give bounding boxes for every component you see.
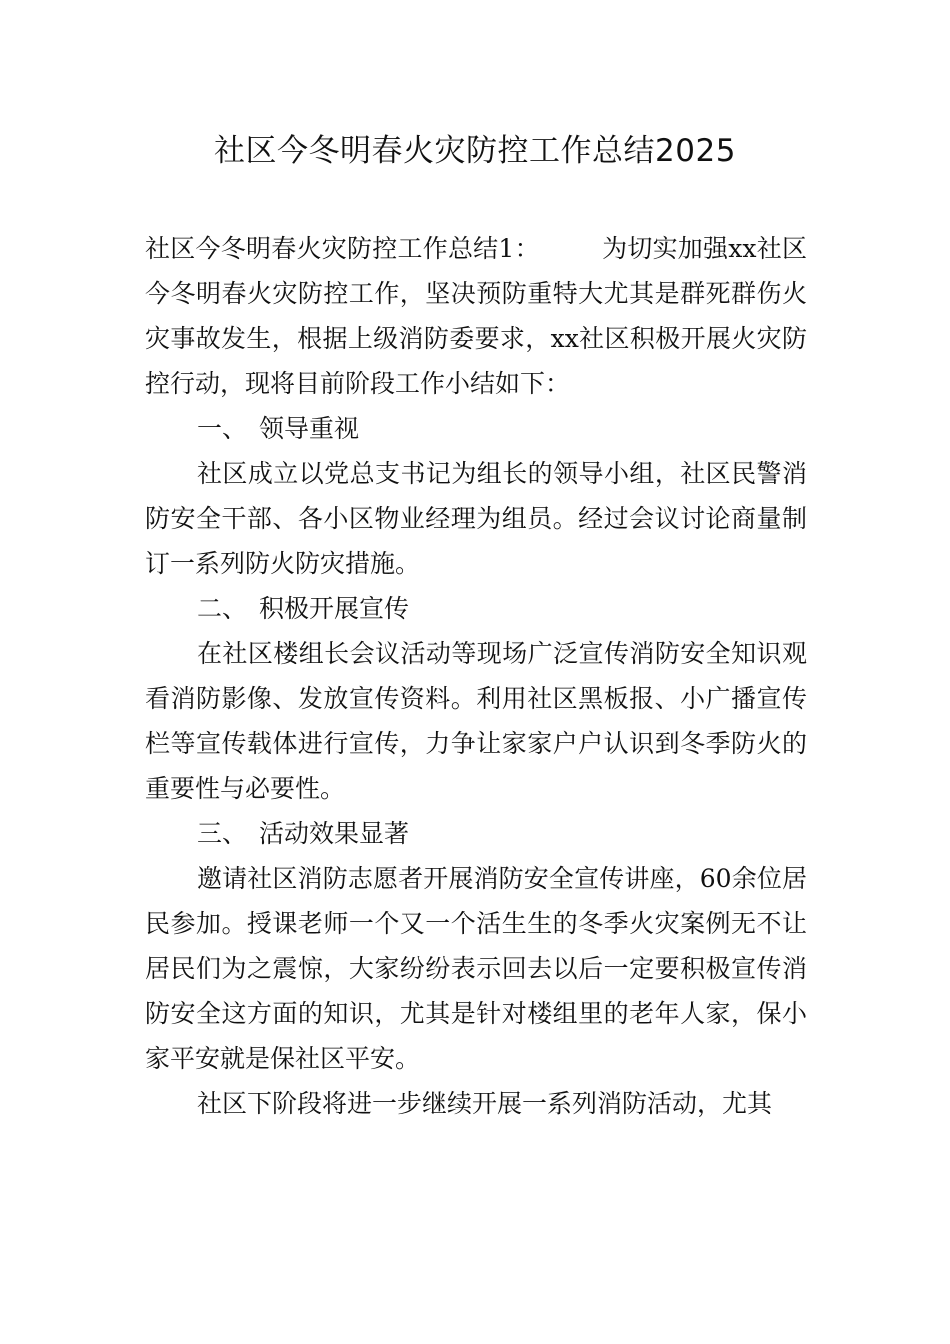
document-title: 社区今冬明春火灾防控工作总结2025	[214, 133, 736, 169]
section-title: 积极开展宣传	[259, 594, 410, 623]
section-title: 领导重视	[259, 414, 360, 443]
section-number: 一、	[197, 414, 248, 443]
intro-paragraph	[145, 226, 807, 406]
section-title: 活动效果显著	[259, 819, 410, 848]
section-heading-3	[145, 811, 807, 856]
section-paragraph: 社区下阶段将进一步继续开展一系列消防活动，尤其	[197, 1089, 773, 1118]
intro-text: 为切实加强xx社区今冬明春火灾防控工作，坚决预防重特大尤其是群死群伤火灾事故发生，根据上级消防委要求，xx社区积极开展火灾防控行动，现将目前阶段工作小结如下：	[145, 234, 807, 398]
section-heading-1	[145, 406, 807, 451]
document-body	[145, 226, 807, 1126]
section-paragraph: 邀请社区消防志愿者开展消防安全宣传讲座，60余位居民参加。授课老师一个又一个活生生的冬季火灾案例无不让居民们为之震惊，大家纷纷表示回去以后一定要积极宣传消防安全这方面的知识，尤其是针对楼组里的老年人家，保小家平安就是保社区平安。	[145, 864, 807, 1073]
section-paragraph: 在社区楼组长会议活动等现场广泛宣传消防安全知识观看消防影像、发放宣传资料。利用社区黑板报、小广播宣传栏等宣传载体进行宣传，力争让家家户户认识到冬季防火的重要性与必要性。	[145, 639, 807, 803]
section-paragraph: 社区成立以党总支书记为组长的领导小组，社区民警消防安全干部、各小区物业经理为组员。经过会议讨论商量制订一系列防火防灾措施。	[145, 459, 807, 578]
section-number: 二、	[197, 594, 248, 623]
section-heading-2	[145, 586, 807, 631]
section-number: 三、	[197, 819, 248, 848]
intro-label: 社区今冬明春火灾防控工作总结1：	[145, 234, 540, 263]
